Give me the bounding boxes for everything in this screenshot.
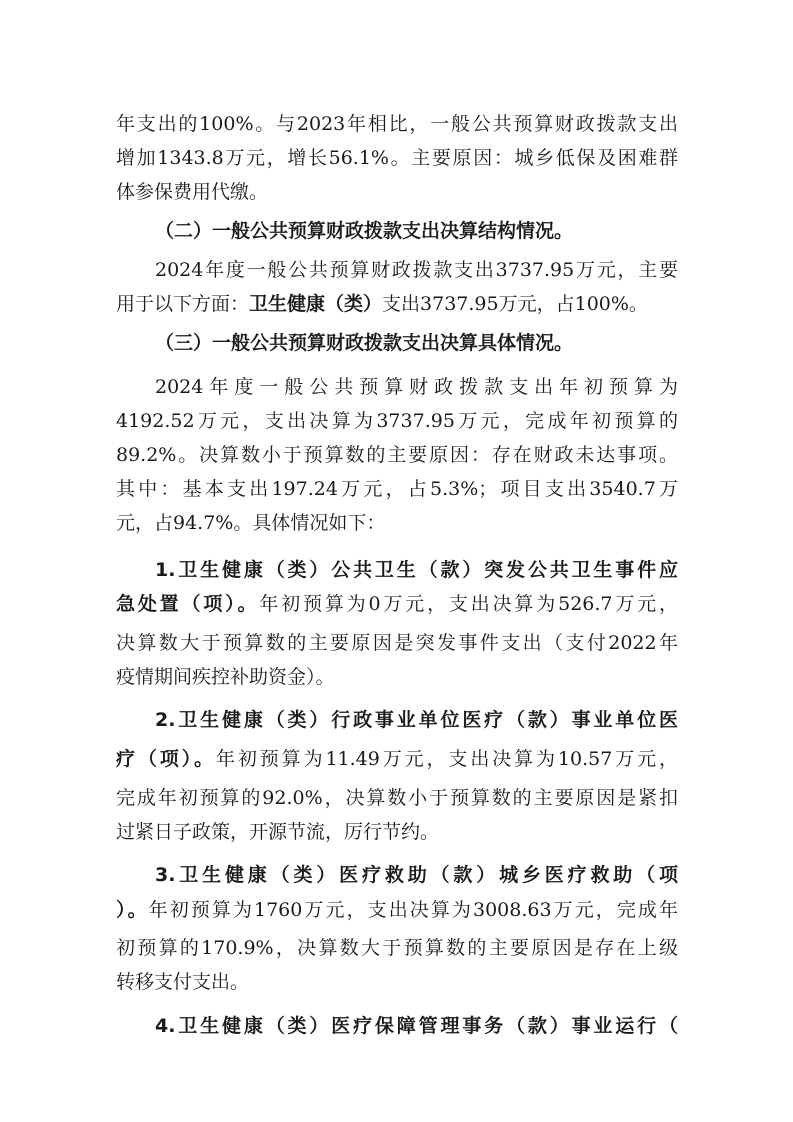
paragraph-line: 2024年度一般公共预算财政拨款支出年初预算为 bbox=[155, 376, 678, 398]
paragraph-line bbox=[116, 587, 678, 621]
paragraph-line: 决算数大于预算数的主要原因是突发事件支出（支付2022年 bbox=[116, 632, 678, 654]
item-heading-tail: 急处置（项）。 bbox=[116, 593, 260, 615]
paragraph-line: 转移支付支出。 bbox=[116, 971, 250, 993]
item-heading-tail: 疗（项）。 bbox=[116, 748, 216, 770]
item-heading: 1.卫生健康（类）公共卫生（款）突发公共卫生事件应 bbox=[155, 559, 678, 581]
paragraph-line: 4192.52万元，支出决算为3737.95万元，完成年初预算的 bbox=[116, 410, 678, 432]
paragraph-line bbox=[116, 287, 678, 321]
paragraph-line: 过紧日子政策，开源节流，厉行节约。 bbox=[116, 821, 440, 843]
paragraph-line bbox=[116, 742, 678, 776]
paragraph-line: 完成年初预算的92.0%，决算数小于预算数的主要原因是紧扣 bbox=[116, 787, 678, 809]
item-heading: 2.卫生健康（类）行政事业单位医疗（款）事业单位医 bbox=[155, 709, 678, 731]
text-span: 年初预算为11.49万元，支出决算为10.57万元， bbox=[215, 748, 678, 770]
paragraph-line: 疫情期间疾控补助资金）。 bbox=[116, 666, 335, 688]
section-heading: （二）一般公共预算财政拨款支出决算结构情况。 bbox=[155, 220, 574, 242]
paragraph-line: 其中：基本支出197.24万元，占5.3%；项目支出3540.7万 bbox=[116, 478, 678, 500]
item-heading: 3.卫生健康（类）医疗救助（款）城乡医疗救助（项 bbox=[155, 864, 678, 886]
section-heading: （三）一般公共预算财政拨款支出决算具体情况。 bbox=[155, 332, 574, 354]
paragraph-line: 元，占94.7%。具体情况如下： bbox=[116, 512, 386, 534]
paragraph-line: 增加1343.8万元，增长56.1%。主要原因：城乡低保及困难群 bbox=[116, 147, 678, 169]
paragraph-line: 体参保费用代缴。 bbox=[116, 181, 269, 203]
text-span: 支出3737.95万元，占100%。 bbox=[382, 293, 648, 315]
bold-term: 卫生健康（类） bbox=[249, 293, 383, 315]
text-span: 年初预算为0万元，支出决算为526.7万元， bbox=[259, 593, 678, 615]
item-heading-tail: ）。 bbox=[116, 899, 149, 921]
paragraph-line: 2024年度一般公共预算财政拨款支出3737.95万元，主要 bbox=[155, 259, 678, 281]
paragraph-line: 89.2%。决算数小于预算数的主要原因：存在财政未达事项。 bbox=[116, 444, 678, 466]
paragraph-line: 初预算的170.9%，决算数大于预算数的主要原因是存在上级 bbox=[116, 937, 678, 959]
paragraph-line bbox=[116, 893, 678, 927]
text-span: 年初预算为1760万元，支出决算为3008.63万元，完成年 bbox=[148, 899, 678, 921]
item-heading: 4.卫生健康（类）医疗保障管理事务（款）事业运行（ bbox=[155, 1015, 678, 1037]
text-span: 用于以下方面： bbox=[116, 293, 250, 315]
paragraph-line: 年支出的100%。与2023年相比，一般公共预算财政拨款支出 bbox=[116, 113, 678, 135]
